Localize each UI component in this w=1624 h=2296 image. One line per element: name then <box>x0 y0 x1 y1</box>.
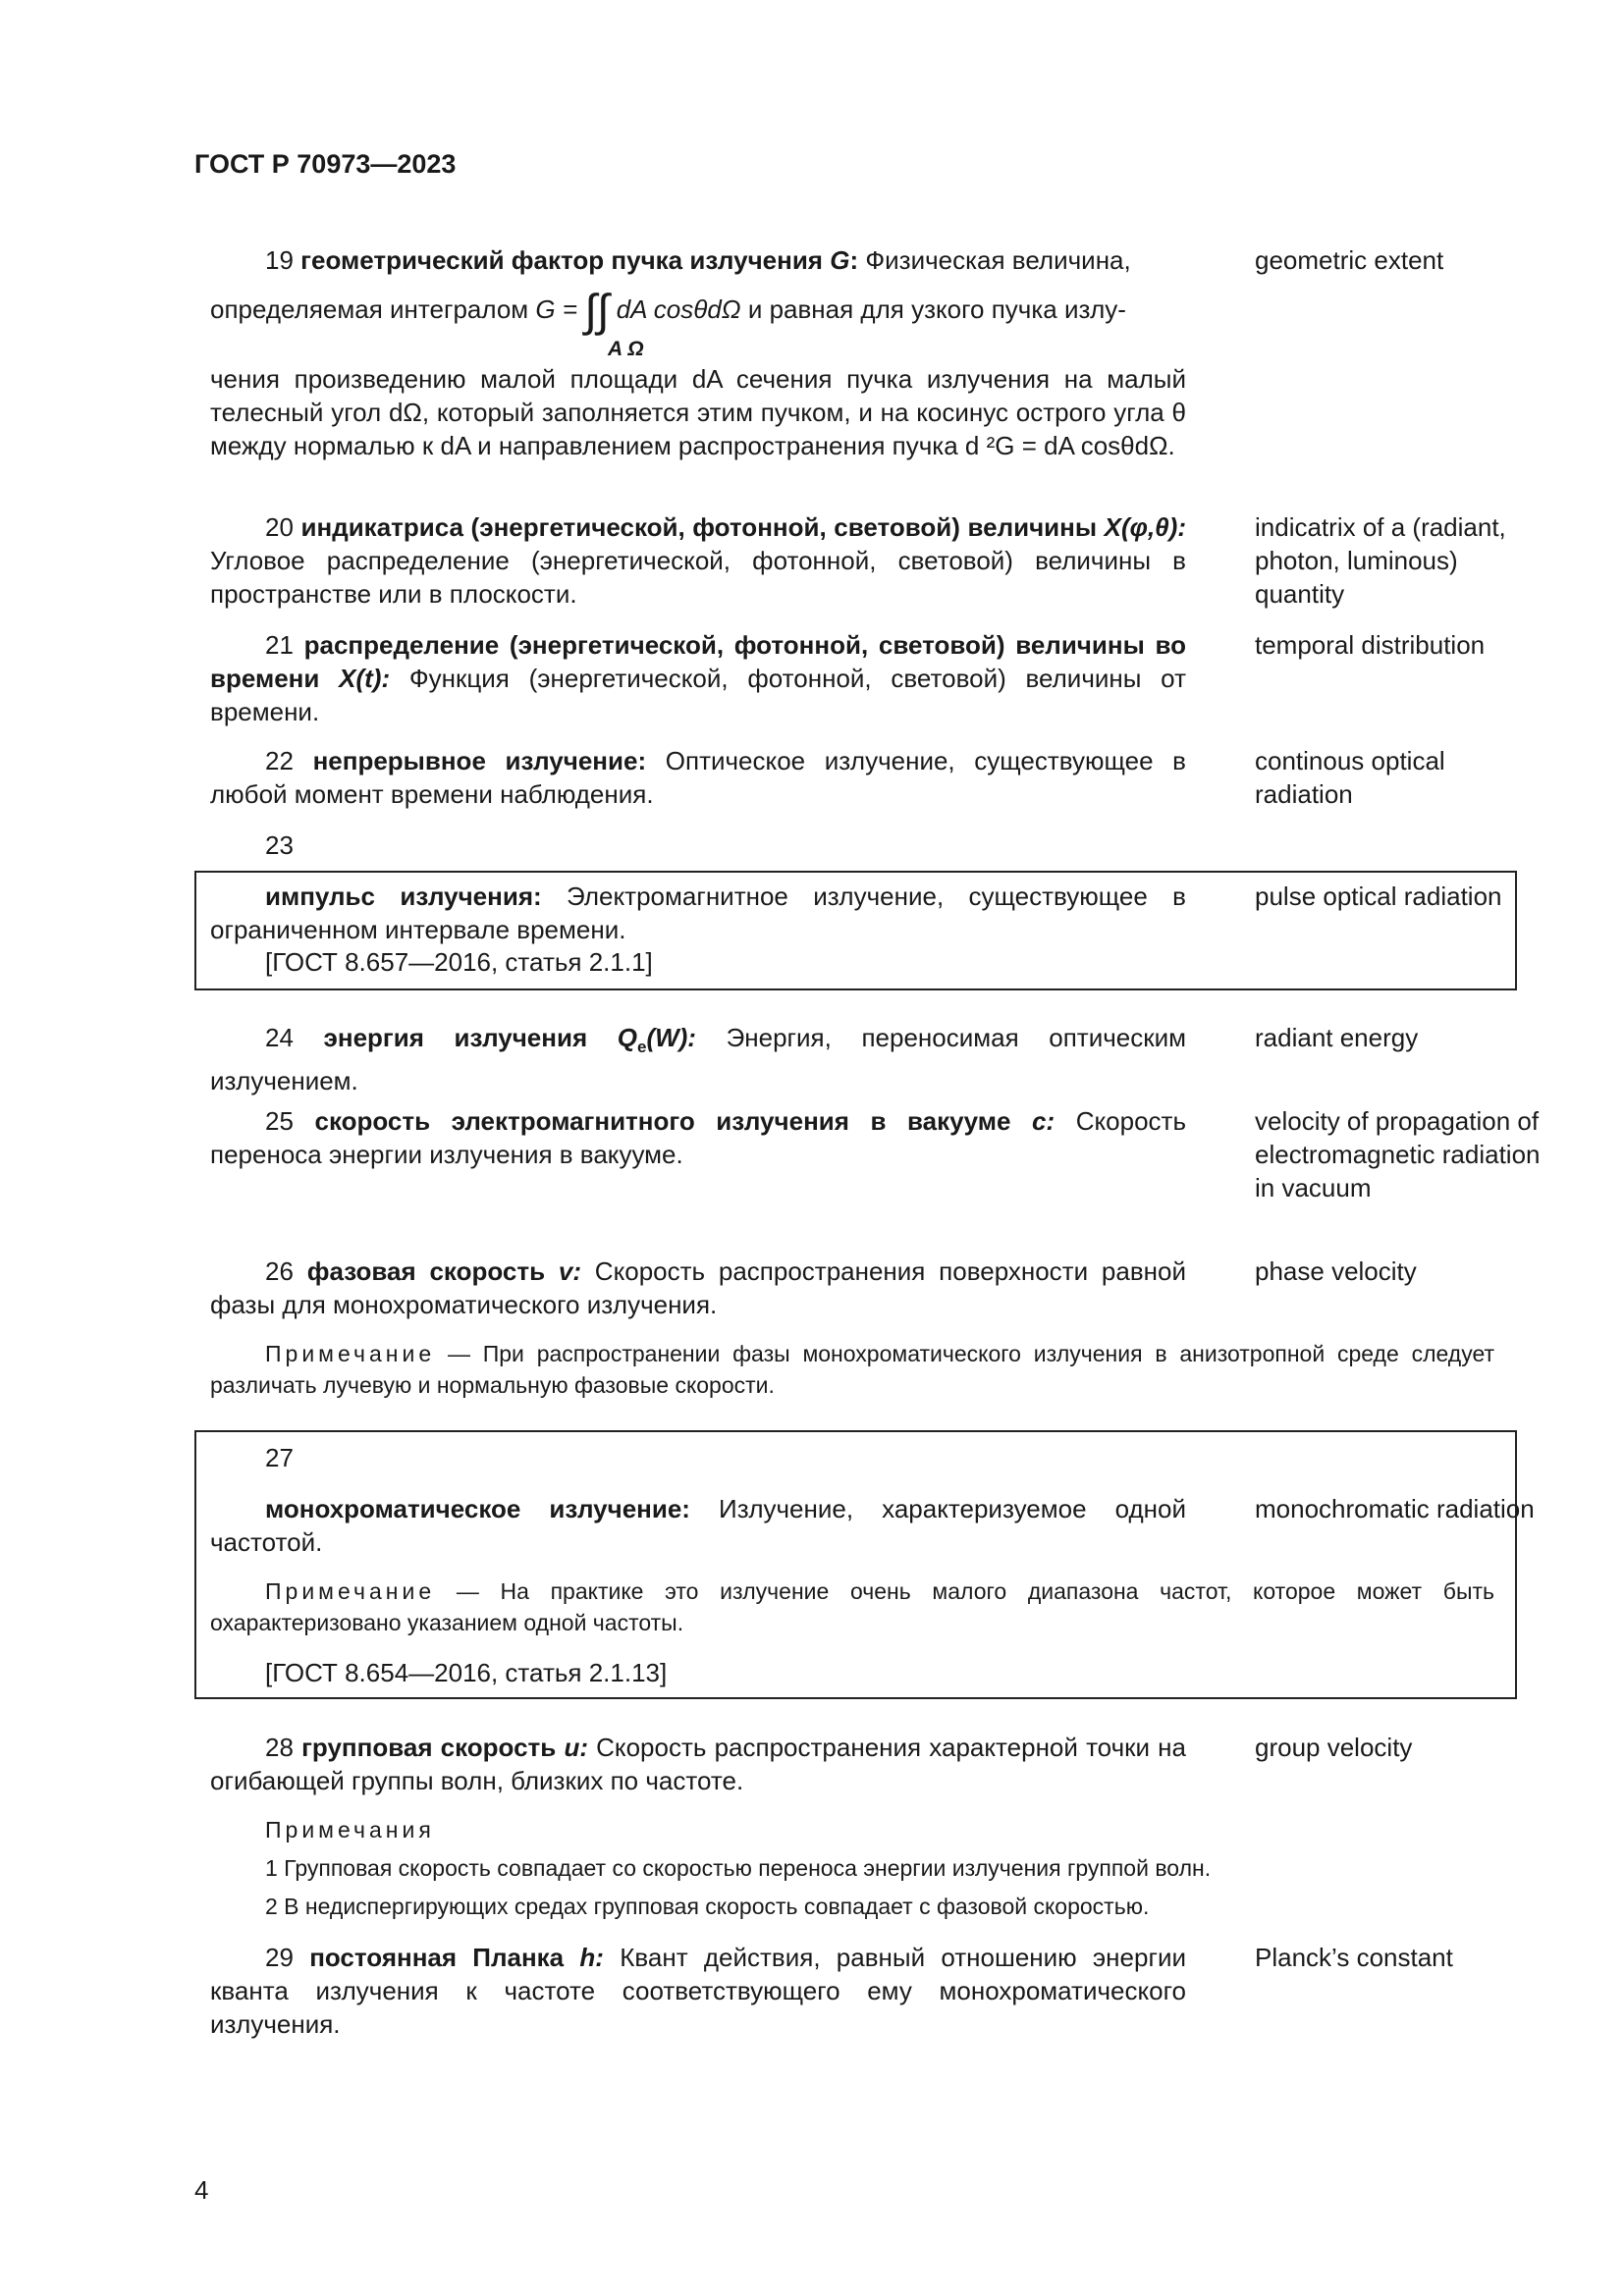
page-number: 4 <box>194 2175 209 2205</box>
term-19: 19 геометрический фактор пучка излучения G: Физическая величина, <box>265 245 1131 275</box>
term-25: 25 скорость электромагнитного излучения в вакууме c: Скорость переноса энергии излучения в вакууме. <box>210 1106 1186 1169</box>
term-22: 22 непрерывное излучение: Оптическое излучение, существующее в любой момент времени наблюдения. <box>210 746 1186 809</box>
en-term-22: continous optical radiation <box>1255 746 1445 809</box>
term-23-reference: [ГОСТ 8.657—2016, статья 2.1.1] <box>265 947 653 977</box>
notes-28-label: Примечания <box>265 1817 435 1842</box>
term-27-reference: [ГОСТ 8.654—2016, статья 2.1.13] <box>265 1658 668 1687</box>
term-23: импульс излучения: Электромагнитное излучение, существующее в ограниченном интервале времени. <box>210 881 1186 944</box>
en-term-28: group velocity <box>1255 1733 1413 1762</box>
double-integral: ∫∫ <box>584 285 610 336</box>
term-21: 21 распределение (энергетической, фотонной, световой) величины во времени X(t): Функция (энергетической, фотонной, световой) величины от времени. <box>210 630 1186 726</box>
note-27: Примечание — На практике это излучение очень малого диапазона частот, которое может быть охарактеризовано указанием одной частоты. <box>210 1578 1494 1635</box>
en-term-20: indicatrix of a (radiant, photon, luminous) quantity <box>1255 512 1506 609</box>
en-term-27: monochromatic radiation <box>1255 1494 1535 1523</box>
en-term-29: Planck’s constant <box>1255 1943 1453 1972</box>
term-23-number: 23 <box>265 830 294 860</box>
term-19-body: чения произведению малой площади dA сечения пучка излучения на малый телесный угол dΩ, который заполняется этим пучком, и на косинус острого угла θ между нормалью к dA и направлением распространения пучка d ²G = dA cosθdΩ. <box>210 364 1186 460</box>
en-term-24: radiant energy <box>1255 1023 1419 1052</box>
term-26: 26 фазовая скорость v: Скорость распространения поверхности равной фазы для монохроматического излучения. <box>210 1256 1186 1319</box>
note-28-1: 1 Групповая скорость совпадает со скоростью переноса энергии излучения группой волн. <box>265 1855 1212 1881</box>
term-20: 20 индикатриса (энергетической, фотонной, световой) величины X(φ,θ): Угловое распределение (энергетической, фотонной, световой) величины в пространстве или в плоскости. <box>210 512 1186 609</box>
term-27: монохроматическое излучение: Излучение, характеризуемое одной частотой. <box>210 1494 1186 1557</box>
document-code: ГОСТ Р 70973—2023 <box>194 149 457 179</box>
en-term-26: phase velocity <box>1255 1256 1417 1286</box>
en-term-23: pulse optical radiation <box>1255 881 1502 911</box>
note-28-2: 2 В недиспергирующих средах групповая скорость совпадает с фазовой скоростью. <box>265 1894 1150 1919</box>
term-19-formula-line: определяемая интегралом G = ∫∫ dA cosθdΩ и равная для узкого пучка излу- <box>210 285 1126 336</box>
term-27-number: 27 <box>265 1443 294 1472</box>
integral-limits: A Ω <box>608 338 644 360</box>
term-28: 28 групповая скорость u: Скорость распространения характерной точки на огибающей группы волн, близких по частоте. <box>210 1733 1186 1795</box>
en-term-25: velocity of propagation of electromagnetic radiation in vacuum <box>1255 1106 1541 1202</box>
note-26: Примечание — При распространении фазы монохроматического излучения в анизотропной среде следует различать лучевую и нормальную фазовые скорости. <box>210 1341 1494 1398</box>
en-term-21: temporal distribution <box>1255 630 1486 660</box>
en-term-19: geometric extent <box>1255 245 1444 275</box>
term-29: 29 постоянная Планка h: Квант действия, равный отношению энергии кванта излучения к частоте соответствующего ему монохроматического излучения. <box>210 1943 1186 2039</box>
term-24: 24 энергия излучения $Q_e(W)$: Энергия, переносимая оптическим излучением. <box>210 1023 1187 1095</box>
